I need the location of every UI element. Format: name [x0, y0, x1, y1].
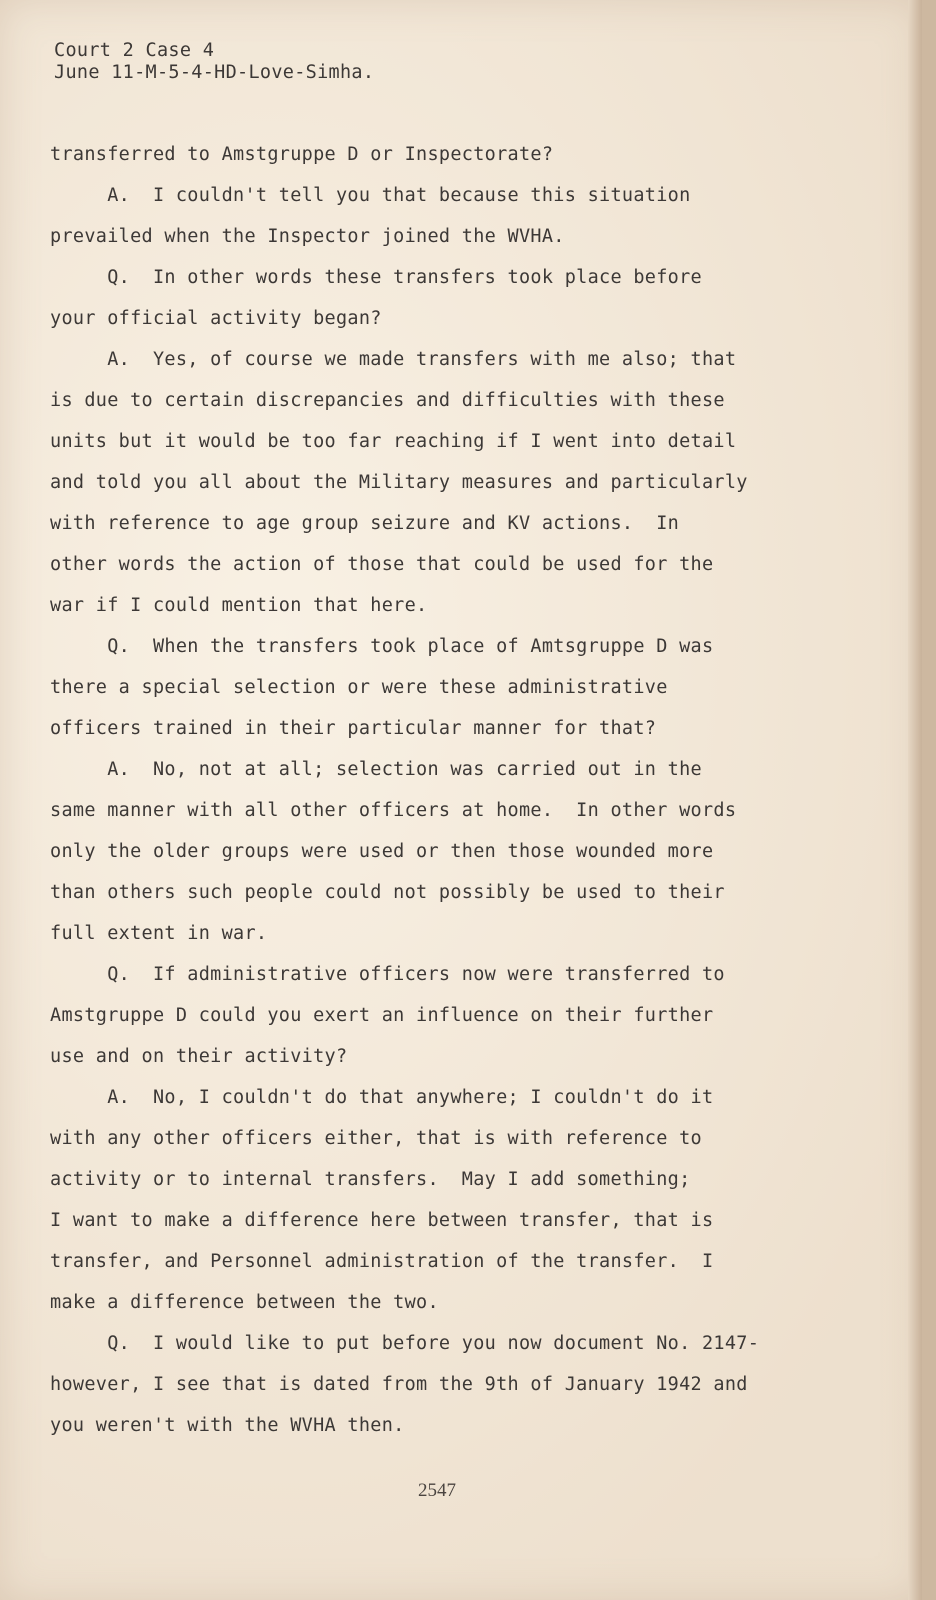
- transcript-line: use and on their activity?: [50, 1046, 348, 1067]
- transcript-line: prevailed when the Inspector joined the WVHA.: [50, 226, 565, 247]
- transcript-line: Q. If administrative officers now were transferred to: [50, 964, 725, 985]
- transcript-line: only the older groups were used or then those wounded more: [50, 841, 714, 862]
- transcript-line: Amstgruppe D could you exert an influence on their further: [50, 1005, 714, 1026]
- transcript-line: there a special selection or were these administrative: [50, 677, 668, 698]
- transcript-line: other words the action of those that could be used for the: [50, 554, 714, 575]
- transcript-line: you weren't with the WVHA then.: [50, 1415, 405, 1436]
- transcript-line: transfer, and Personnel administration of the transfer. I: [50, 1251, 714, 1272]
- transcript-line: however, I see that is dated from the 9th of January 1942 and: [50, 1374, 748, 1395]
- transcript-line: is due to certain discrepancies and difficulties with these: [50, 390, 725, 411]
- transcript-line: war if I could mention that here.: [50, 595, 428, 616]
- transcript-line: with reference to age group seizure and KV actions. In: [50, 513, 680, 534]
- transcript-line: with any other officers either, that is with reference to: [50, 1128, 702, 1149]
- transcript-line: transferred to Amstgruppe D or Inspectorate?: [50, 144, 554, 165]
- transcript-line: and told you all about the Military measures and particularly: [50, 472, 748, 493]
- transcript-line: Q. When the transfers took place of Amtsgruppe D was: [50, 636, 714, 657]
- transcript-line: officers trained in their particular manner for that?: [50, 718, 657, 739]
- transcript-line: Q. In other words these transfers took place before: [50, 267, 702, 288]
- page-number: 2547: [418, 1480, 456, 1501]
- header-session-code: June 11-M-5-4-HD-Love-Simha.: [54, 62, 375, 83]
- transcript-line: full extent in war.: [50, 923, 268, 944]
- transcript-line: same manner with all other officers at home. In other words: [50, 800, 737, 821]
- transcript-line: A. I couldn't tell you that because this situation: [50, 185, 691, 206]
- transcript-line: make a difference between the two.: [50, 1292, 439, 1313]
- transcript-line: Q. I would like to put before you now document No. 2147-: [50, 1333, 760, 1354]
- transcript-line: than others such people could not possibly be used to their: [50, 882, 725, 903]
- transcript-line: units but it would be too far reaching if I went into detail: [50, 431, 737, 452]
- transcript-line: A. No, not at all; selection was carried out in the: [50, 759, 702, 780]
- transcript-line: I want to make a difference here between transfer, that is: [50, 1210, 714, 1231]
- transcript-line: A. No, I couldn't do that anywhere; I couldn't do it: [50, 1087, 714, 1108]
- transcript-line: your official activity began?: [50, 308, 382, 329]
- transcript-line: A. Yes, of course we made transfers with me also; that: [50, 349, 737, 370]
- page-edge-shadow: [908, 0, 922, 1600]
- transcript-line: activity or to internal transfers. May I add something;: [50, 1169, 691, 1190]
- header-court-case: Court 2 Case 4: [54, 40, 215, 61]
